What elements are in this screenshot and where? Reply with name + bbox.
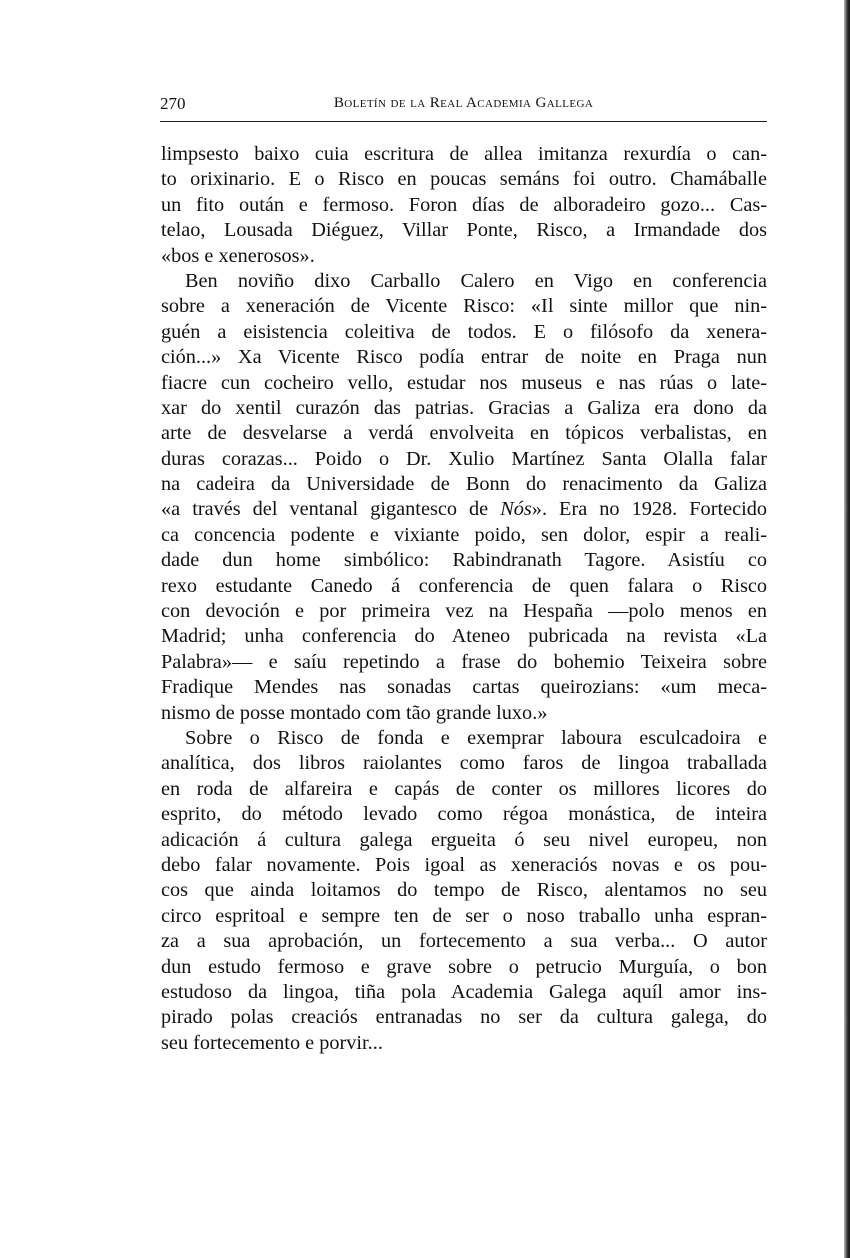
text-line: ca concencia podente e vixiante poido, sen dolor, espir a reali-	[161, 523, 767, 546]
text-line: telao, Lousada Diéguez, Villar Ponte, Risco, a Irmandade dos	[161, 219, 767, 242]
text-line: adicación á cultura galega ergueita ó seu nivel europeu, non	[161, 828, 767, 851]
text-line: Palabra»— e saíu repetindo a frase do bohemio Teixeira sobre	[161, 650, 767, 673]
paragraph	[161, 269, 767, 726]
text-segment: «a través del ventanal gigantesco de	[161, 498, 501, 521]
running-title: Boletín de la Real Academia Gallega	[333, 95, 594, 111]
text-line: en roda de alfareira e capás de conter os millores licores do	[161, 777, 767, 800]
text-line	[161, 497, 767, 522]
text-line: Sobre o Risco de fonda e exemprar laboura esculcadoira e	[185, 726, 767, 749]
text-line: cos que ainda loitamos do tempo de Risco, alentamos no seu	[161, 879, 767, 902]
text-line: un fito oután e fermoso. Foron días de alboradeiro gozo... Cas-	[161, 193, 767, 216]
text-line: limpsesto baixo cuia escritura de allea imitanza rexurdía o can-	[161, 143, 767, 165]
text-line: arte de desvelarse a verdá envolveita en tópicos verbalistas, en	[161, 422, 767, 445]
paragraph	[161, 142, 767, 269]
text-line: pirado polas creaciós entranadas no ser da cultura galega, do	[161, 1006, 767, 1029]
text-line: con devoción e por primeira vez na Hespaña —polo menos en	[161, 600, 767, 623]
header-rule	[160, 121, 767, 122]
text-line: duras corazas... Poido o Dr. Xulio Martínez Santa Olalla falar	[161, 447, 767, 470]
text-line: to orixinario. E o Risco en poucas semáns foi outro. Chamáballe	[161, 168, 767, 191]
scan-edge-border	[844, 0, 850, 1258]
text-line: «bos e xenerosos».	[161, 244, 315, 267]
text-line: na cadeira da Universidade de Bonn do renacimento da Galiza	[161, 473, 767, 496]
text-line: rexo estudante Canedo á conferencia de quen falara o Risco	[161, 574, 767, 597]
text-line: Ben noviño dixo Carballo Calero en Vigo en conferencia	[185, 269, 767, 292]
italic-title: Nós	[500, 498, 532, 521]
text-line: circo espritoal e sempre ten de ser o noso traballo unha espran-	[161, 904, 767, 927]
body-text	[161, 142, 767, 1056]
text-line: Madrid; unha conferencia do Ateneo pubricada na revista «La	[161, 625, 767, 648]
text-line: za a sua aprobación, un fortecemento a sua verba... O autor	[161, 930, 767, 953]
text-line: dade dun home simbólico: Rabindranath Tagore. Asistíu co	[161, 549, 767, 572]
text-line: debo falar novamente. Pois igoal as xeneraciós novas e os pou-	[161, 853, 767, 876]
text-line: nismo de posse montado com tão grande luxo.»	[161, 701, 548, 724]
text-line: guén a eisistencia coleitiva de todos. E o filósofo da xenera-	[161, 320, 767, 343]
text-segment: ». Era no 1928. Fortecido	[531, 498, 768, 521]
text-line: xar do xentil curazón das patrias. Gracias a Galiza era dono da	[161, 396, 767, 419]
text-line: fiacre cun cocheiro vello, estudar nos museus e nas rúas o late-	[161, 371, 767, 394]
text-line: seu fortecemento e porvir...	[161, 1031, 383, 1054]
page-number: 270	[160, 94, 186, 113]
text-line: esprito, do método levado como régoa monástica, de inteira	[161, 803, 767, 826]
text-line: ción...» Xa Vicente Risco podía entrar de noite en Praga nun	[161, 346, 767, 369]
text-line: analítica, dos libros raiolantes como faros de lingoa traballada	[161, 752, 767, 775]
page-header	[160, 94, 767, 118]
text-line: Fradique Mendes nas sonadas cartas queirozians: «um meca-	[161, 676, 767, 699]
text-line: estudoso da lingoa, tiña pola Academia Galega aquíl amor ins-	[161, 980, 767, 1003]
text-line: dun estudo fermoso e grave sobre o petrucio Murguía, o bon	[161, 955, 767, 978]
text-line: sobre a xeneración de Vicente Risco: «Il sinte millor que nin-	[161, 295, 767, 318]
paragraph	[161, 726, 767, 1056]
